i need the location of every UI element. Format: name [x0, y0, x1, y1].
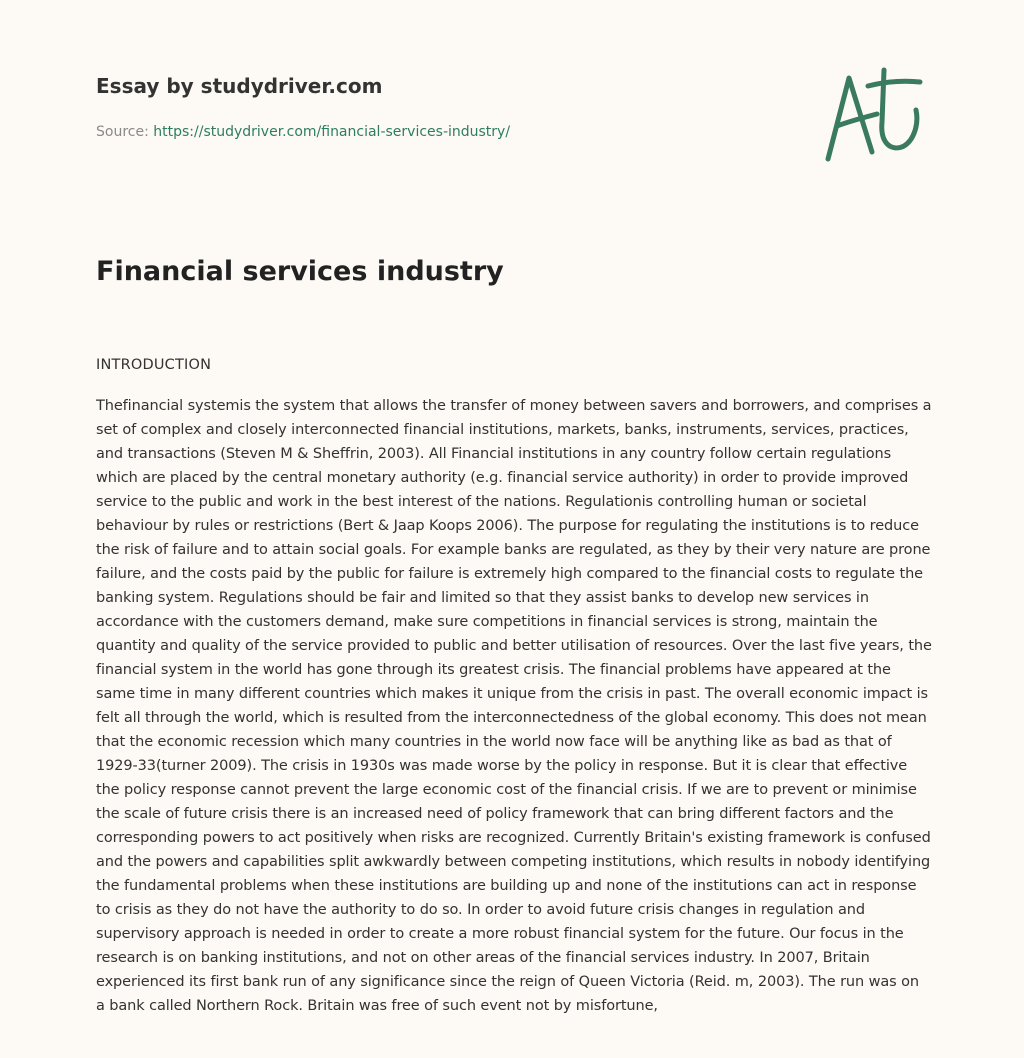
source-link[interactable]: https://studydriver.com/financial-services-industry/	[153, 124, 511, 140]
body-paragraph: Thefinancial systemis the system that allows the transfer of money between savers and borrowers, and comprises a set of complex and closely interconnected financial institutions, markets, banks, instruments, services, practices, and transactions (Steven M & Sheffrin, 2003). All Financial institutions in any country follow certain regulations which are placed by the central monetary authority (e.g. financial service authority) in order to provide improved service to the public and work in the best interest of the nations. Regulationis controlling human or societal behaviour by rules or restrictions (Bert & Jaap Koops 2006). The purpose for regulating the institutions is to reduce the risk of failure and to attain social goals. For example banks are regulated, as they by their very nature are prone failure, and the costs paid by the public for failure is extremely high compared to the financial costs to regulate the banking system. Regulations should be fair and limited so that they assist banks to develop new services in accordance with the customers demand, make sure competitions in financial services is strong, maintain the quantity and quality of the service provided to public and better utilisation of resources. Over the last five years, the financial system in the world has gone through its greatest crisis. The financial problems have appeared at the same time in many different countries which makes it unique from the crisis in past. The overall economic impact is felt all through the world, which is resulted from the interconnectedness of the global economy. This does not mean that the economic recession which many countries in the world now face will be anything like as bad as that of 1929-33(turner 2009). The crisis in 1930s was made worse by the policy in response. But it is clear that effective the policy response cannot prevent the large economic cost of the financial crisis. If we are to prevent or minimise the scale of future crisis there is an increased need of policy framework that can bring different factors and the corresponding powers to act positively when risks are recognized. Currently Britain's existing framework is confused and the powers and capabilities split awkwardly between competing institutions, which results in nobody identifying the fundamental problems when these institutions are building up and none of the institutions can act in response to crisis as they do not have the authority to do so. In order to avoid future crisis changes in regulation and supervisory approach is needed in order to create a more robust financial system for the future. Our focus in the research is on banking institutions, and not on other areas of the financial services industry. In 2007, Britain experienced its first bank run of any significance since the reign of Queen Victoria (Reid. m, 2003). The run was on a bank called Northern Rock. Britain was free of such event not by misfortune,	[96, 398, 932, 1014]
source-line	[96, 124, 510, 140]
page-header	[96, 0, 928, 200]
site-brand: Essay by studydriver.com	[96, 74, 383, 98]
a-plus-logo-icon	[822, 66, 926, 168]
source-label: Source:	[96, 124, 154, 140]
page-title: Financial services industry	[96, 256, 504, 287]
a-plus-logo	[822, 66, 926, 168]
section-heading: INTRODUCTION	[96, 357, 212, 373]
